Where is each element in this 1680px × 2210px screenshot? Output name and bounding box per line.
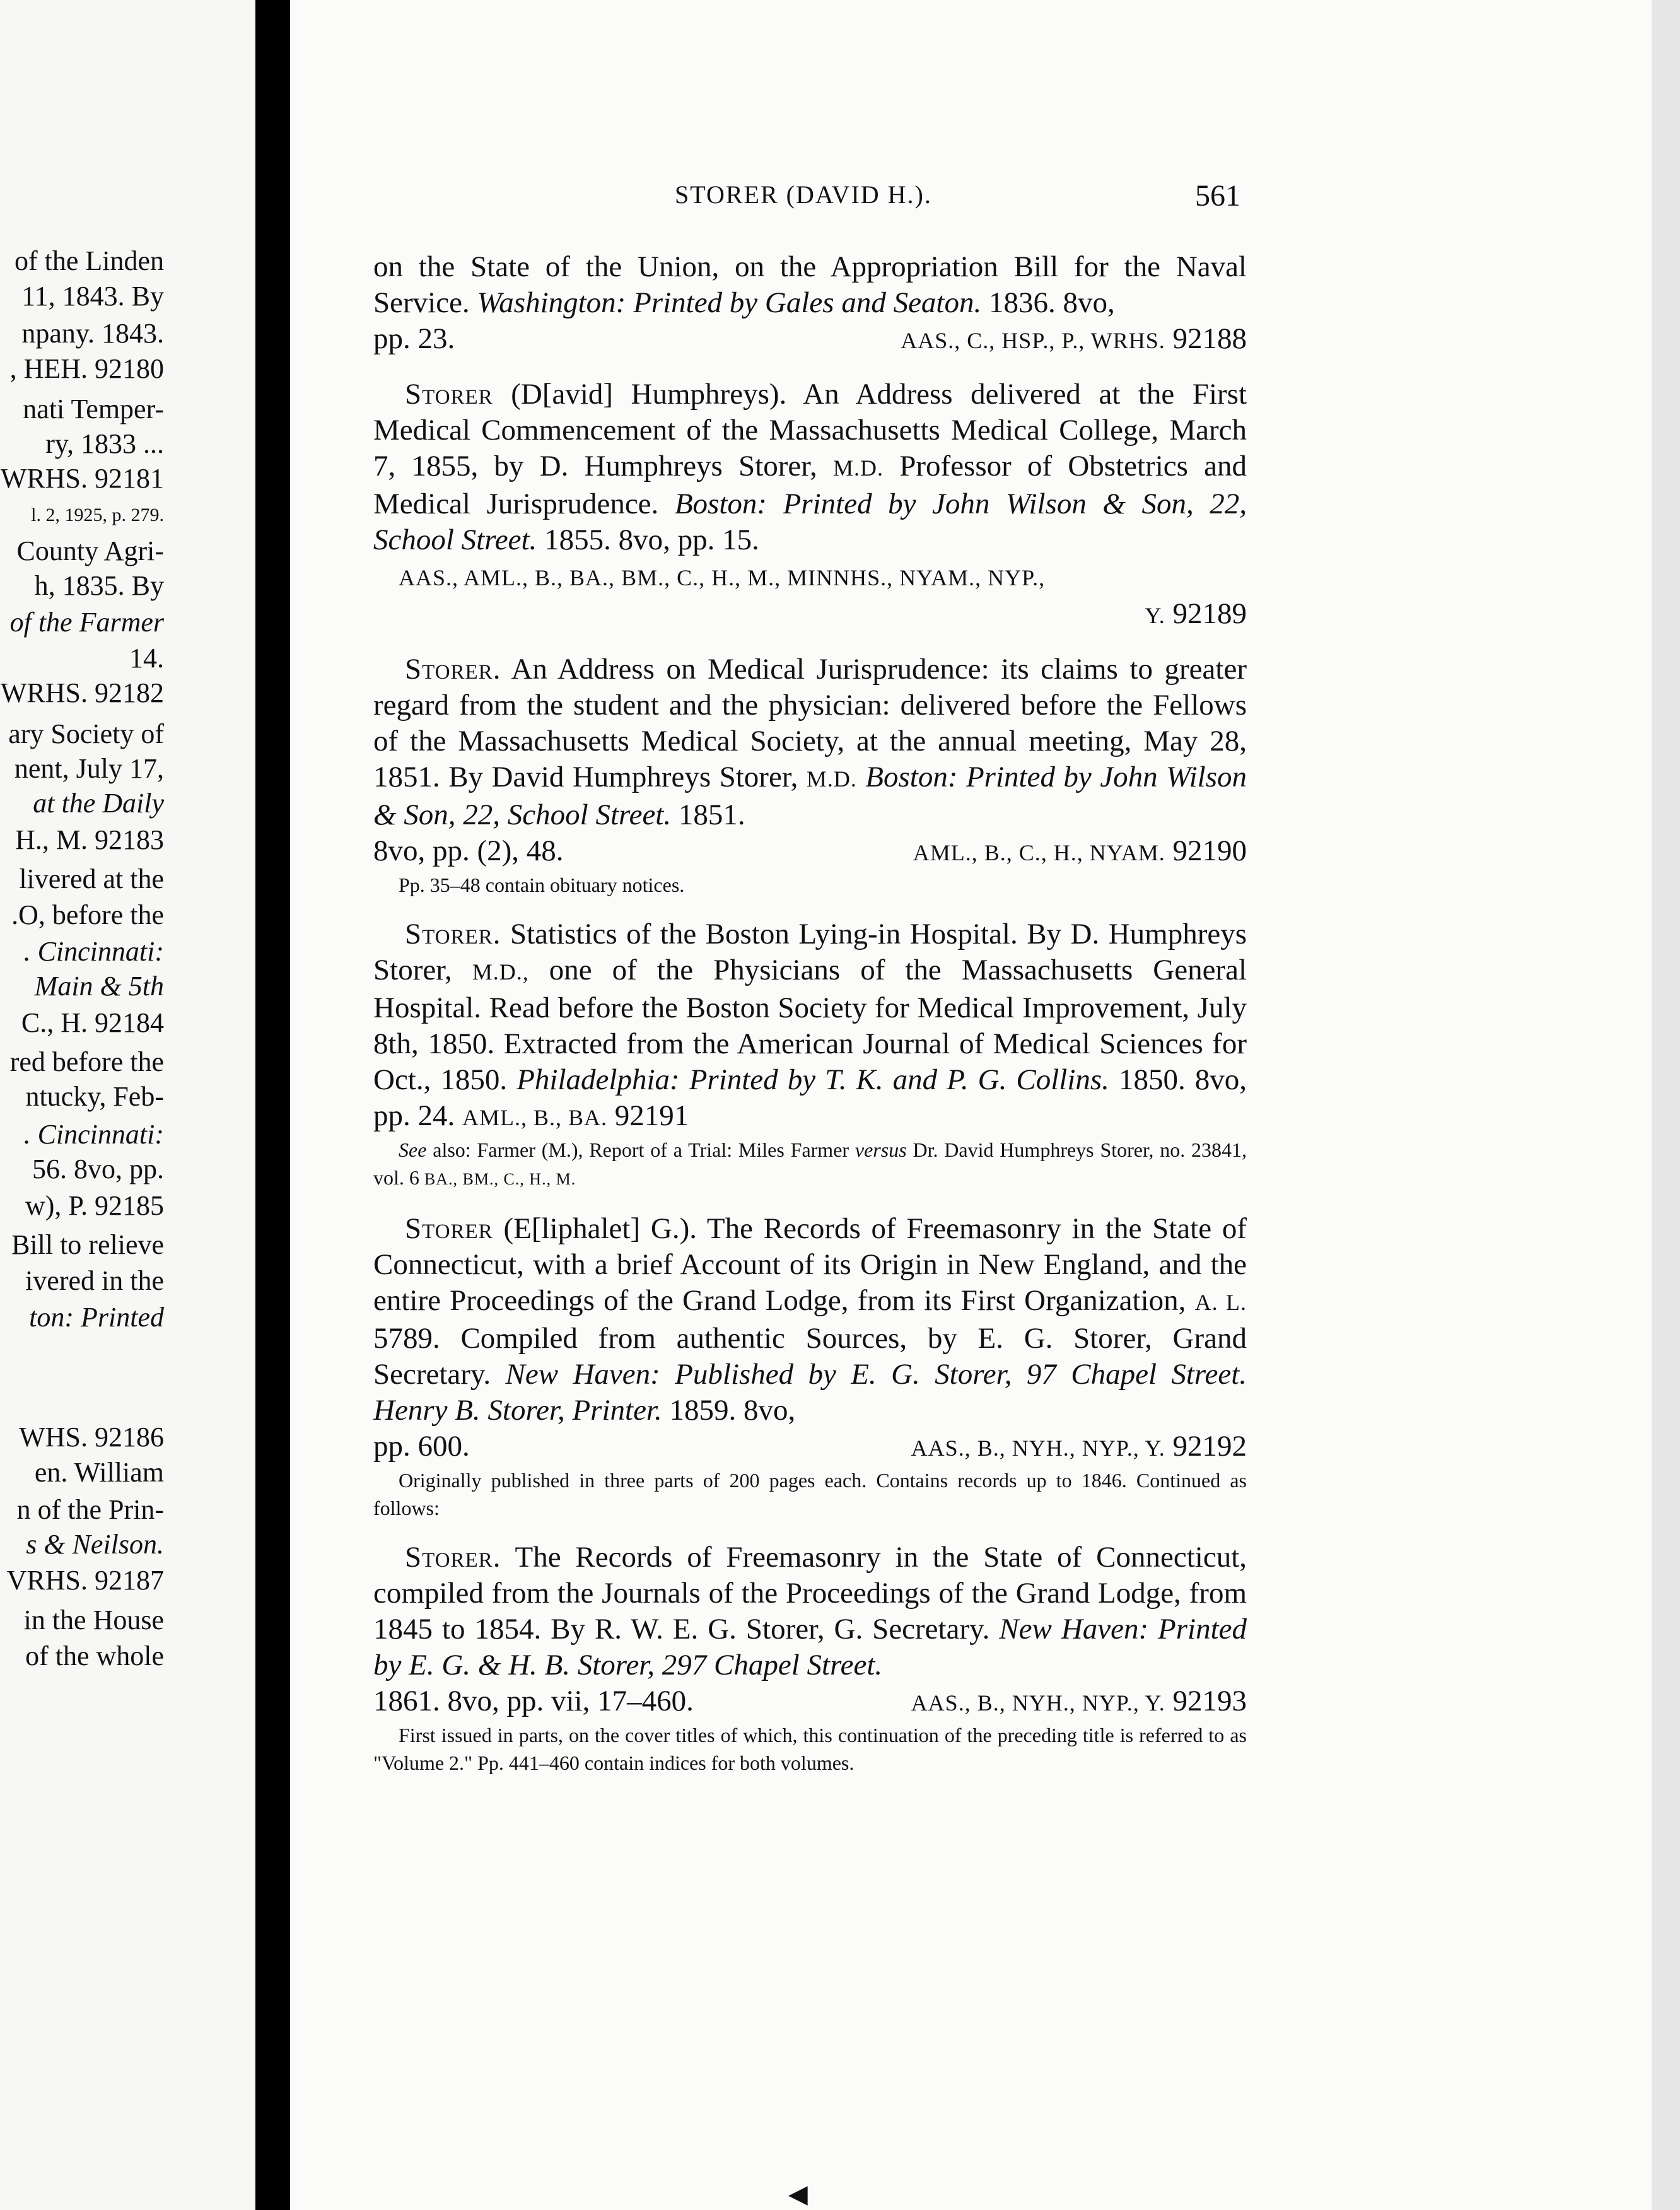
footer-mark-icon: ◀ xyxy=(788,2180,808,2208)
entry-degree: M.D. xyxy=(806,766,857,792)
entry-text: An Address on Medical Jurisprudence: its claims to greater regard from the student and the physician: delivered before the Fellows of the Massachusetts Medical Society, at the annual meeting, May 28, 1851. By David Humphreys Storer, xyxy=(373,653,1247,793)
left-fragment-line: Main & 5th xyxy=(34,971,164,1002)
entry-text: The Records of Freemasonry in the State of Connecticut, compiled from the Journals of the Proceedings of the Grand Lodge, from 1845 to 1854. By R. W. E. G. Storer, G. Secretary. xyxy=(373,1541,1247,1646)
note-locations: BA., BM., C., H., M. xyxy=(424,1170,576,1188)
entry-heading: Storer. xyxy=(405,918,501,950)
entry-imprint: Boston: Printed by John Wilson & Son, 22, School Street. xyxy=(373,488,1247,556)
entry-imprint: Philadelphia: Printed by T. K. and P. G. Collins. xyxy=(516,1063,1109,1096)
left-fragment-line: at the Daily xyxy=(33,788,164,819)
entry-locations: AAS., C., HSP., P., WRHS. xyxy=(901,328,1165,353)
page-edge xyxy=(1652,0,1680,2210)
entry-92192 xyxy=(373,1211,1247,1522)
left-fragment-line: h, 1835. By xyxy=(34,570,164,601)
entry-imprint: Boston: Printed by John Wilson & Son, 22, School Street. xyxy=(373,761,1247,831)
left-fragment-line: 11, 1843. By xyxy=(21,281,164,312)
entry-number: 92188 xyxy=(1172,322,1247,355)
entry-imprint: Washington: Printed by Gales and Seaton. xyxy=(477,286,982,319)
entry-locations: AAS., B., NYH., NYP., Y. xyxy=(911,1435,1165,1461)
entry-text: (E[liphalet] G.). The Records of Freemasonry in the State of Connecticut, with a brief Account of its Origin in New England, and the entire Proceedings of the Grand Lodge, from its First Organization, xyxy=(373,1212,1247,1317)
entry-locations: Y. xyxy=(1145,603,1165,628)
entry-heading: Storer xyxy=(405,378,493,411)
left-fragment-line: in the House xyxy=(23,1605,164,1635)
left-fragment-line: of the Farmer xyxy=(9,607,164,638)
left-fragment-line: nent, July 17, xyxy=(14,753,164,784)
entry-number: 92190 xyxy=(1172,834,1247,867)
left-fragment-line: WRHS. 92182 xyxy=(0,677,164,708)
entry-note xyxy=(373,1136,1247,1193)
note-text: Dr. David Humphreys Storer, no. 23841, vol. 6 xyxy=(373,1138,1247,1189)
bibliography-body xyxy=(373,249,1247,1794)
entry-locations: AML., B., C., H., NYAM. xyxy=(913,840,1165,865)
entry-note: Originally published in three parts of 200 pages each. Contains records up to 1846. Continued as follows: xyxy=(373,1469,1247,1519)
left-fragment-line: . Cincinnati: xyxy=(23,1119,164,1150)
entry-collation: 1861. 8vo, pp. vii, 17–460. xyxy=(373,1685,694,1717)
entry-locations: AAS., B., NYH., NYP., Y. xyxy=(911,1690,1165,1716)
left-fragment-line: s & Neilson. xyxy=(26,1529,164,1560)
left-fragment-line: County Agri- xyxy=(16,535,164,566)
left-fragment-line: ary Society of xyxy=(8,718,164,749)
running-header: STORER (DAVID H.). xyxy=(675,180,932,209)
entry-collation: pp. 600. xyxy=(373,1430,470,1463)
entry-degree: M.D., xyxy=(472,959,529,985)
left-fragment-line: H., M. 92183 xyxy=(15,824,164,855)
left-fragment-line: nati Temper- xyxy=(23,394,164,424)
see-label: See xyxy=(399,1138,427,1161)
left-fragment-line: VRHS. 92187 xyxy=(6,1565,164,1596)
entry-text: 5789. Compiled from authentic Sources, by E. G. Storer, Grand Secretary. xyxy=(373,1322,1247,1391)
entry-collation: pp. 23. xyxy=(373,322,455,355)
left-fragment-line: ntucky, Feb- xyxy=(25,1081,164,1112)
left-fragment-line: ry, 1833 ... xyxy=(45,428,164,459)
entry-imprint: New Haven: Published by E. G. Storer, 97 Chapel Street. Henry B. Storer, Printer. xyxy=(373,1358,1247,1427)
left-fragment-line: C., H. 92184 xyxy=(21,1007,164,1038)
entry-collation: 8vo, pp. (2), 48. xyxy=(373,834,564,867)
entry-text: one of the Physicians of the Massachusetts General Hospital. Read before the Boston Society for Medical Improvement, July 8th, 1850. Extracted from the American Journal of Medical Sciences for Oct., 1850. xyxy=(373,954,1247,1096)
entry-92190 xyxy=(373,652,1247,899)
entry-imprint: New Haven: Printed by E. G. & H. B. Storer, 297 Chapel Street. xyxy=(373,1613,1247,1681)
entry-text: 1855. 8vo, pp. 15. xyxy=(544,523,759,556)
entry-text: 1851. xyxy=(678,798,745,831)
entry-92191 xyxy=(373,916,1247,1193)
left-fragment-line: n of the Prin- xyxy=(16,1494,164,1525)
note-text: also: Farmer (M.), Report of a Trial: Miles Farmer xyxy=(433,1138,849,1161)
left-fragment-line: 14. xyxy=(129,643,164,674)
entry-locations: AML., B., BA. xyxy=(462,1105,608,1130)
entry-text: 1859. 8vo, xyxy=(669,1394,796,1427)
page-number: 561 xyxy=(1195,179,1240,213)
left-fragment-line: . Cincinnati: xyxy=(23,936,164,967)
left-fragment-line: ton: Printed xyxy=(29,1302,164,1333)
left-fragment-line: w), P. 92185 xyxy=(25,1190,164,1221)
left-fragment-line: ivered in the xyxy=(25,1265,164,1296)
entry-locations: AAS., AML., B., BA., BM., C., H., M., MINNHS., NYAM., NYP., xyxy=(399,565,1046,590)
entry-note: Pp. 35–48 contain obituary notices. xyxy=(399,874,685,896)
entry-number: 92189 xyxy=(1172,597,1247,630)
left-fragment-line: WHS. 92186 xyxy=(19,1422,164,1453)
left-fragment-line: 56. 8vo, pp. xyxy=(32,1154,164,1184)
entry-heading: Storer. xyxy=(405,653,501,686)
entry-text: Service. xyxy=(373,286,470,319)
left-fragment-line: .O, before the xyxy=(11,899,164,930)
entry-text: (D[avid] Humphreys). An Address delivered at the First Medical Commencement of the Massachusetts Medical College, March 7, 1855, by D. Humphreys Storer, xyxy=(373,378,1247,482)
entry-number: 92193 xyxy=(1172,1685,1247,1717)
left-fragment-line: en. William xyxy=(34,1457,164,1488)
entry-heading: Storer. xyxy=(405,1541,501,1574)
entry-92193 xyxy=(373,1540,1247,1777)
entry-text: Statistics of the Boston Lying-in Hospital. By D. Humphreys Storer, xyxy=(373,918,1247,986)
entry-number: 92192 xyxy=(1172,1430,1247,1463)
entry-note: First issued in parts, on the cover titles of which, this continuation of the preceding title is referred to as "Volume 2." Pp. 441–460 contain indices for both volumes. xyxy=(373,1724,1247,1774)
entry-degree: M.D. xyxy=(833,455,884,481)
entry-text: Professor of Obstetrics and Medical Jurisprudence. xyxy=(373,450,1247,520)
left-fragment-line: of the whole xyxy=(25,1640,164,1671)
left-fragment-line: livered at the xyxy=(19,863,164,894)
left-fragment-line: Bill to relieve xyxy=(11,1229,164,1260)
left-fragment-line: of the Linden xyxy=(14,245,164,276)
left-fragment-line: npany. 1843. xyxy=(21,318,164,349)
entry-era: A. L. xyxy=(1194,1290,1247,1315)
entry-heading: Storer xyxy=(405,1212,493,1245)
entry-92189 xyxy=(373,377,1247,634)
entry-number: 92191 xyxy=(614,1099,689,1132)
left-fragment-line: WRHS. 92181 xyxy=(0,463,164,494)
entry-text: on the State of the Union, on the Appropriation Bill for the Naval xyxy=(373,250,1247,283)
entry-text: 1836. 8vo, xyxy=(989,286,1115,319)
entry-text: 1850. 8vo, pp. 24. xyxy=(373,1063,1247,1132)
entry-92188 xyxy=(373,249,1247,359)
left-fragment-line: l. 2, 1925, p. 279. xyxy=(31,505,164,525)
left-fragment-line: red before the xyxy=(9,1046,164,1077)
left-fragment-line: , HEH. 92180 xyxy=(9,353,164,384)
note-versus: versus xyxy=(855,1138,907,1161)
